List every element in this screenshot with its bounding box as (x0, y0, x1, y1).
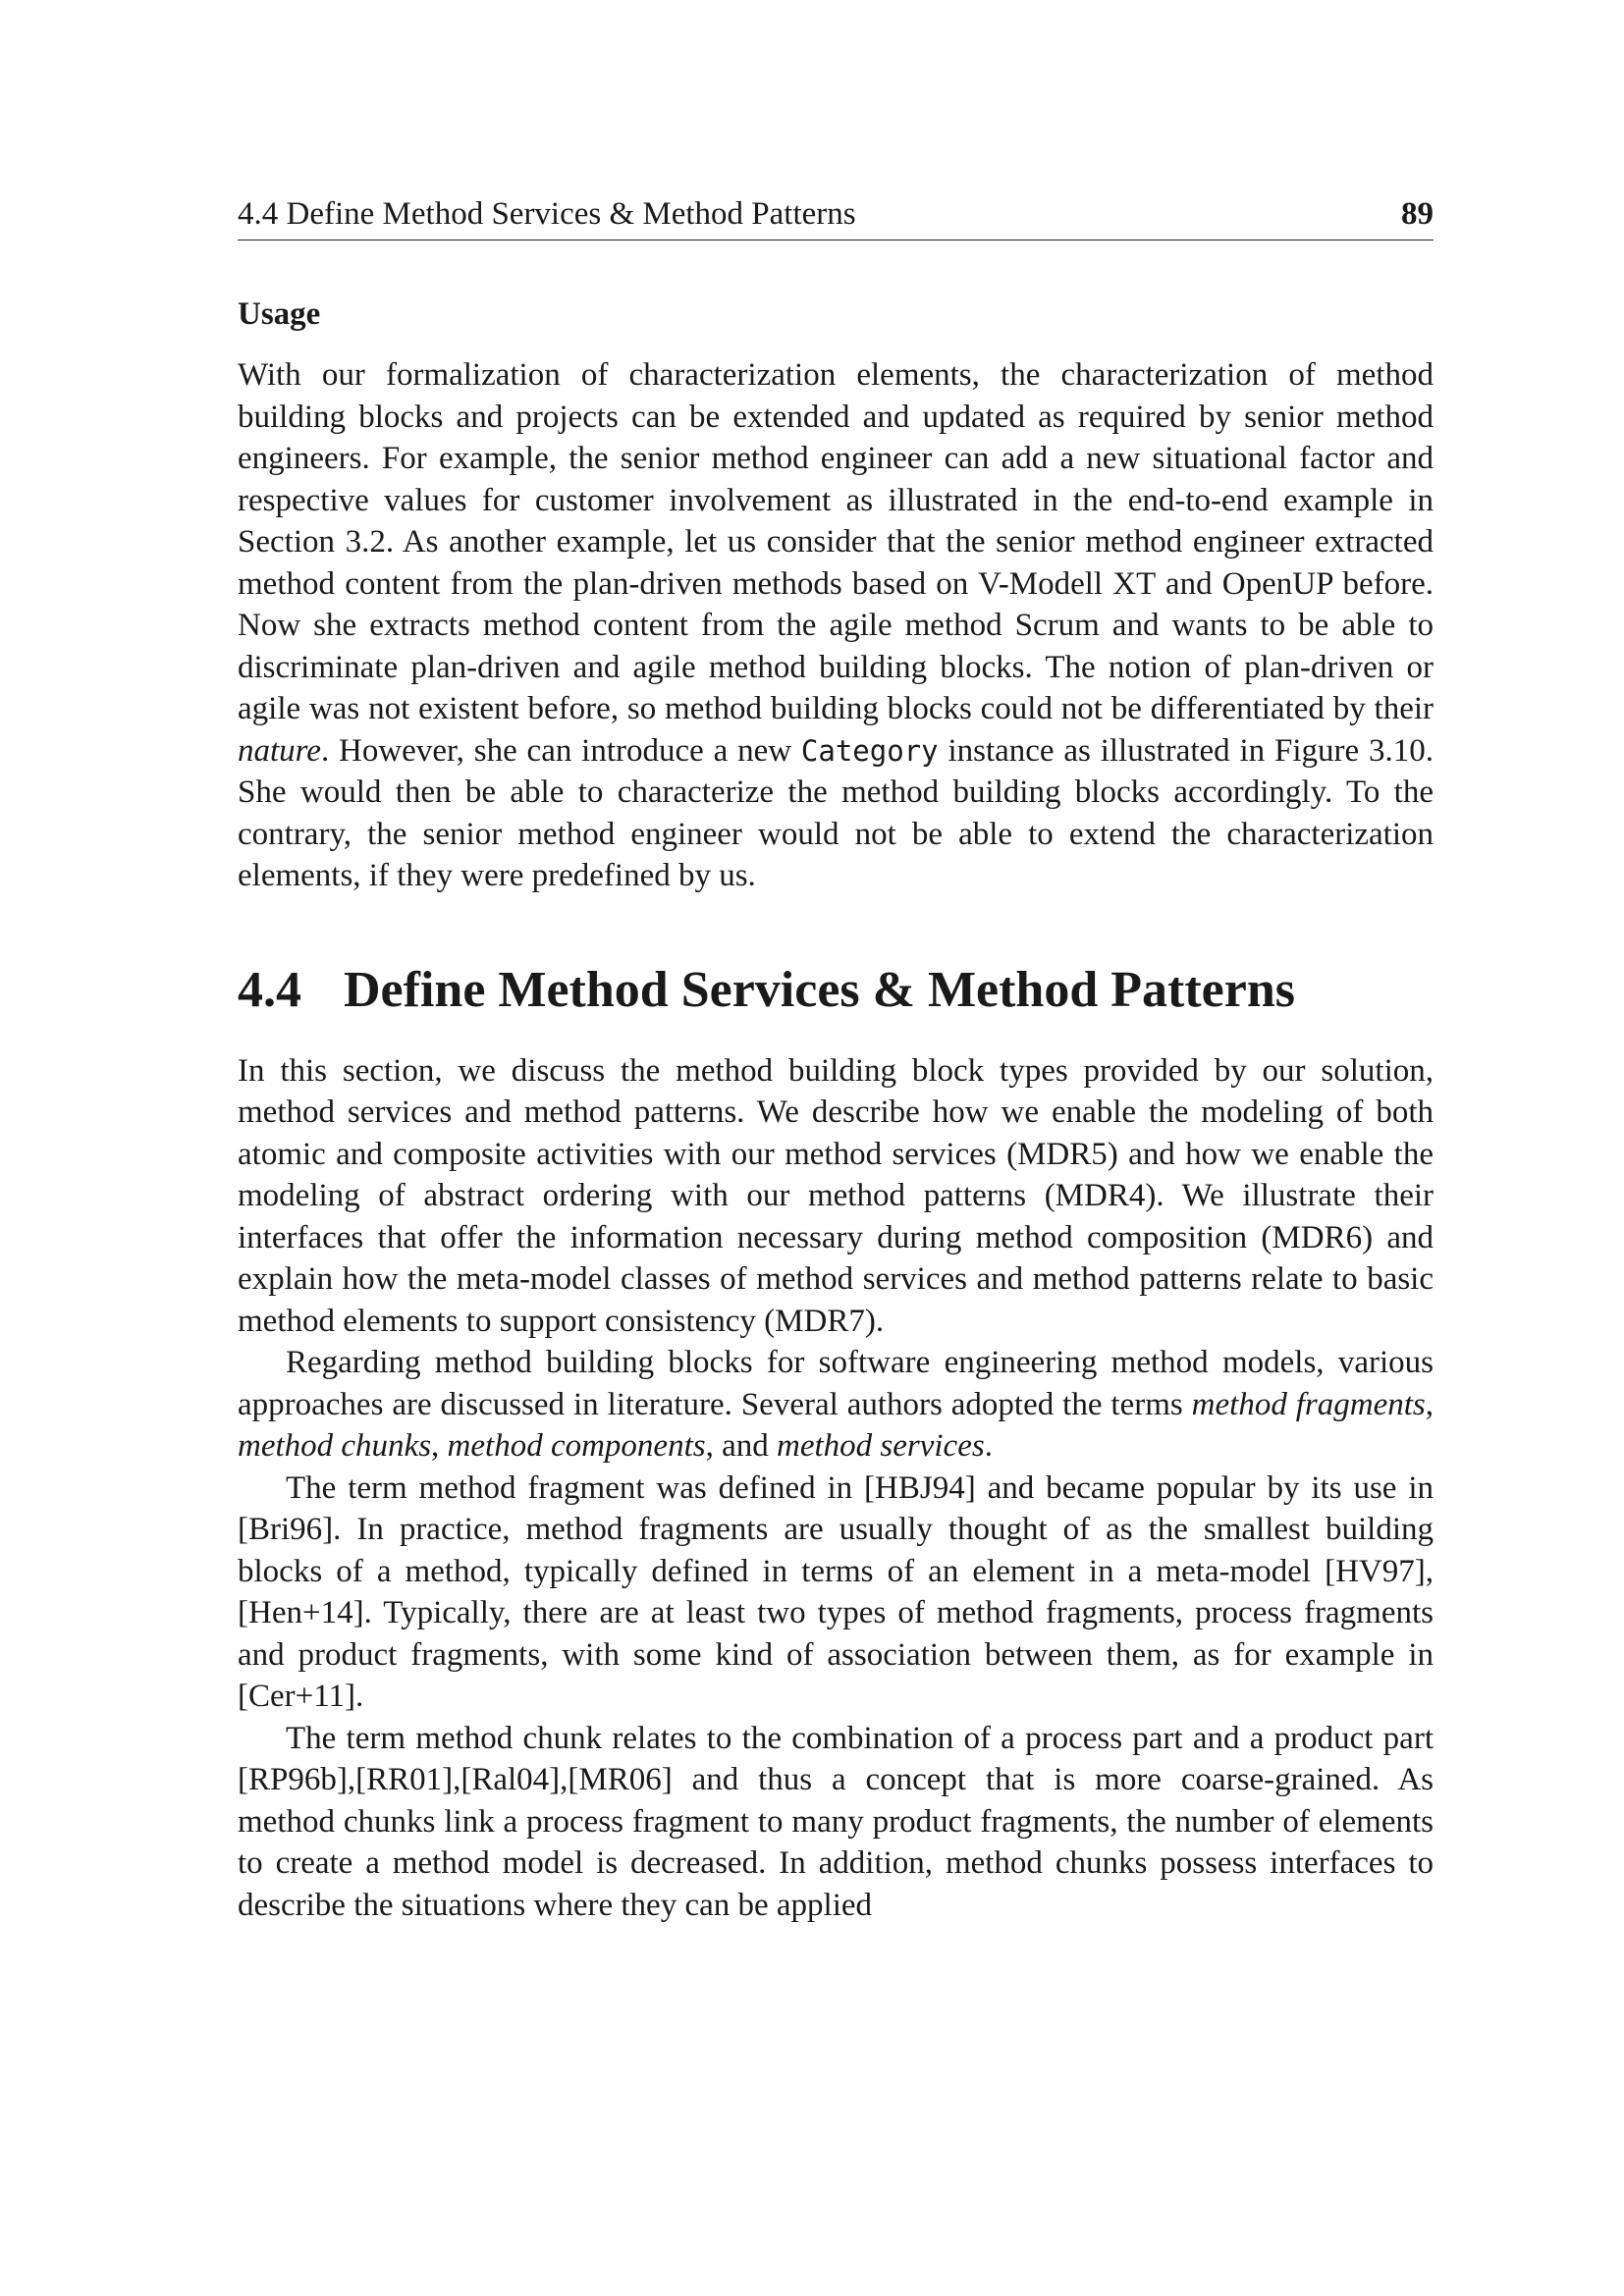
section-paragraph-approaches (238, 1342, 1434, 1468)
running-header (238, 192, 1434, 240)
usage-paragraph (238, 354, 1434, 897)
page (238, 192, 1434, 1926)
term-separator-3: , and (705, 1428, 777, 1464)
usage-heading: Usage (238, 296, 321, 332)
section-title: Define Method Services & Method Patterns (344, 961, 1295, 1018)
code-category: Category (800, 733, 939, 768)
section-paragraph-chunks: The term method chunk relates to the combination of a process part and a product part [RP96b],[RR01],[Ral04],[MR06] and thus a concept that is more coarse-grained. As method chunks link a process fragment to many product fragments, the number of elements to create a method model is decreased. In addition, method chunks possess interfaces to describe the situations where they can be applied (238, 1720, 1434, 1923)
running-title: 4.4 Define Method Services & Method Patterns (238, 196, 856, 232)
approaches-end: . (984, 1428, 993, 1464)
section-number: 4.4 (238, 961, 301, 1018)
approaches-text: Regarding method building blocks for software engineering method models, various approaches are discussed in literature. Several authors adopted the terms (238, 1345, 1434, 1422)
term-method-chunks: method chunks (238, 1428, 432, 1464)
term-method-components: method components (447, 1428, 706, 1464)
term-separator-2: , (431, 1428, 448, 1464)
page-number: 89 (1401, 196, 1434, 232)
usage-text-1: With our formalization of characterization elements, the characterization of method building blocks and projects can be extended and updated as required by senior method engineers. For example, the senior method engineer can add a new situational factor and respective values for customer involvement as illustrated in the end-to-end example in Section 3.2. As another example, let us consider that the senior method engineer extracted method content from the plan-driven methods based on V-Modell XT and OpenUP before. Now she extracts method content from the agile method Scrum and wants to be able to discriminate plan-driven and agile method building blocks. The notion of plan-driven or agile was not existent before, so method building blocks could not be differentiated by their (238, 357, 1434, 726)
usage-text-3: instance as illustrated in Figure 3.10. She would then be able to characterize the method building blocks accordingly. To the contrary, the senior method engineer would not be able to extend the characterization elements, if they were predefined by us. (238, 732, 1435, 893)
term-nature: nature (238, 732, 321, 769)
usage-text-2: . However, she can introduce a new (320, 732, 801, 769)
term-method-services: method services (777, 1428, 985, 1464)
term-separator-1: , (1425, 1386, 1434, 1422)
section-heading (238, 960, 1434, 1021)
section-paragraph-intro: In this section, we discuss the method building block types provided by our solution, method services and method patterns. We describe how we enable the modeling of both atomic and composite activities with our method services (MDR5) and how we enable the modeling of abstract ordering with our method patterns (MDR4). We illustrate their interfaces that offer the information necessary during method composition (MDR6) and explain how the meta-model classes of method services and method patterns relate to basic method elements to support consistency (MDR7). (238, 1052, 1434, 1339)
term-method-fragments: method fragments (1191, 1386, 1426, 1422)
section-paragraph-fragments: The term method fragment was defined in [HBJ94] and became popular by its use in [Bri96]. In practice, method fragments are usually thought of as the smallest building blocks of a method, typically defined in terms of an element in a meta-model [HV97],[Hen+14]. Typically, there are at least two types of method fragments, process fragments and product fragments, with some kind of association between them, as for example in [Cer+11]. (238, 1469, 1434, 1714)
